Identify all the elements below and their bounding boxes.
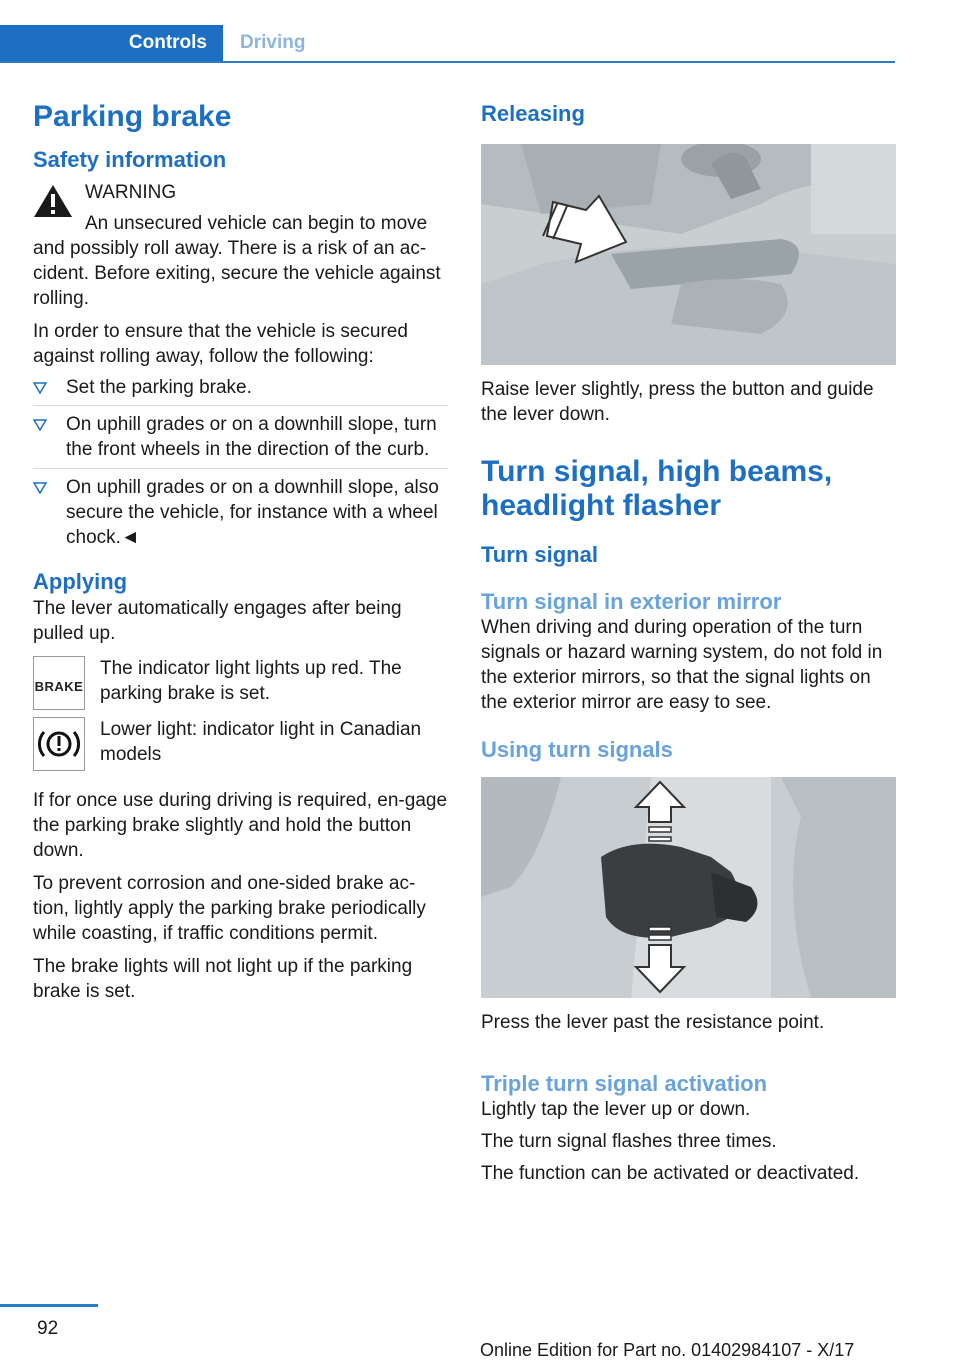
turn-signal-title: Turn signal, high beams, headlight flasher	[481, 455, 833, 522]
edition-footer: Online Edition for Part no. 01402984107 - X/17	[480, 1340, 855, 1360]
indicator-brake-text: The indicator light lights up red. The parking brake is set.	[100, 658, 402, 704]
triple-text-1: Lightly tap the lever up or down.	[481, 1099, 751, 1120]
left-column	[33, 100, 448, 1004]
list-item-text: On uphill grades or on a downhill slope, also secure the vehicle, for instance with a wheel chock.◄	[66, 477, 439, 548]
warning-block	[33, 180, 448, 205]
brake-indicator-icon	[33, 656, 85, 710]
mirror-heading: Turn signal in exterior mirror	[481, 589, 782, 614]
tab-controls[interactable]: Controls	[0, 25, 223, 61]
safety-heading: Safety information	[33, 147, 227, 172]
turn-signal-heading: Turn signal	[481, 542, 598, 567]
page-number: 92	[37, 1318, 59, 1339]
list-item	[33, 375, 448, 406]
triangle-bullet-icon	[33, 482, 47, 494]
intro-text: In order to ensure that the vehicle is secured against rolling away, follow the following:	[33, 321, 408, 367]
list-item	[33, 469, 448, 550]
indicator-canada	[33, 717, 448, 772]
footer-rule	[0, 1304, 98, 1307]
using-text: Press the lever past the resistance point.	[481, 1012, 825, 1033]
releasing-heading: Releasing	[481, 101, 585, 126]
warning-text: An unsecured vehicle can begin to move and possibly roll away. There is a risk of an ac‐cident. Before exiting, secure the vehicle against rolling.	[33, 213, 441, 309]
para-brake-lights: The brake lights will not light up if the parking brake is set.	[33, 956, 413, 1002]
parking-brake-lever-image	[481, 144, 896, 365]
turn-signal-lever-image	[481, 777, 896, 998]
safety-list	[33, 375, 448, 550]
releasing-text: Raise lever slightly, press the button and guide the lever down.	[481, 379, 874, 425]
para-corrosion: To prevent corrosion and one-sided brake ac‐tion, lightly apply the parking brake periodically while coasting, if traffic conditions permit.	[33, 873, 426, 944]
triple-text-2: The turn signal flashes three times.	[481, 1131, 777, 1152]
triangle-bullet-icon	[33, 382, 47, 394]
triangle-bullet-icon	[33, 419, 47, 431]
list-item	[33, 406, 448, 469]
chapter-tabs	[0, 25, 895, 63]
right-column	[481, 100, 896, 1186]
applying-heading: Applying	[33, 569, 128, 594]
indicator-canada-text: Lower light: indicator light in Canadian models	[100, 719, 422, 765]
para-once-use: If for once use during driving is required, en‐gage the parking brake slightly and hold the button down.	[33, 790, 448, 861]
triple-text-3: The function can be activated or deactivated.	[481, 1163, 860, 1184]
mirror-text: When driving and during operation of the turn signals or hazard warning system, do not fold in the exterior mirrors, so that the signal lights on the exterior mirror are easy to see.	[481, 617, 883, 713]
canadian-brake-indicator-icon	[33, 717, 85, 771]
warning-icon	[33, 183, 73, 219]
brake-indicator-label: BRAKE	[34, 679, 84, 694]
tab-driving[interactable]: Driving	[240, 32, 306, 53]
indicator-brake	[33, 656, 448, 711]
page-title: Parking brake	[33, 100, 232, 133]
using-heading: Using turn signals	[481, 737, 673, 762]
list-item-text: Set the parking brake.	[66, 377, 252, 398]
warning-label: WARNING	[85, 182, 177, 203]
applying-text: The lever automatically engages after being pulled up.	[33, 598, 402, 644]
triple-heading: Triple turn signal activation	[481, 1071, 768, 1096]
list-item-text: On uphill grades or on a downhill slope, turn the front wheels in the direction of the curb.	[66, 414, 437, 460]
